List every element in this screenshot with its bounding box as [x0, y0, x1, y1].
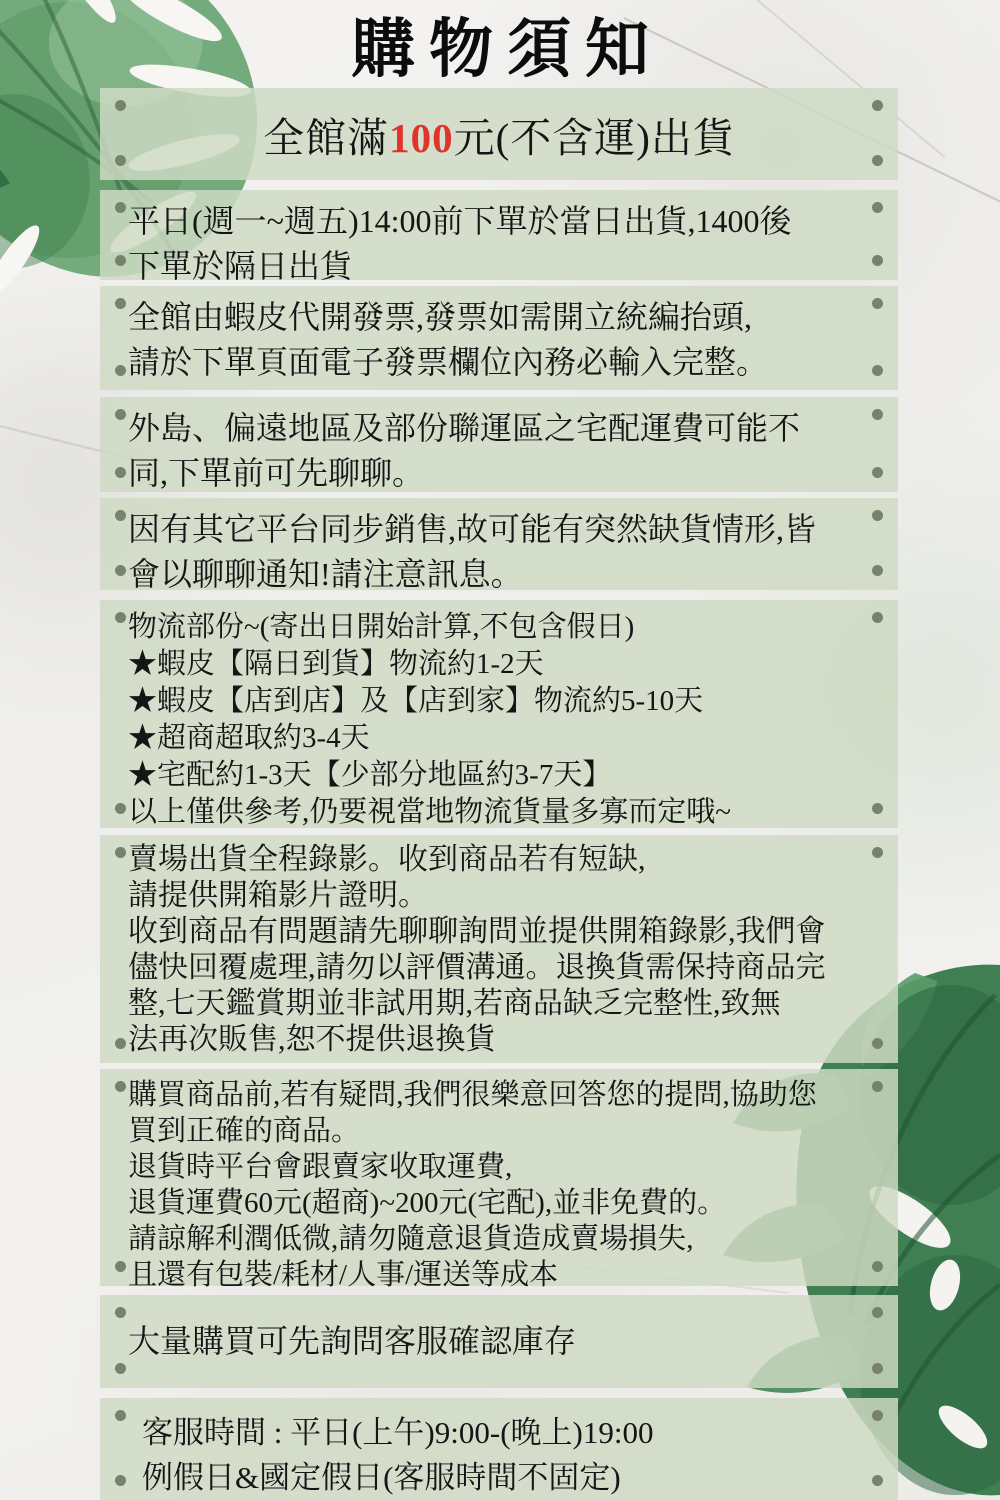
notice-line: ★蝦皮【店到店】及【店到家】物流約5-10天 [128, 685, 704, 717]
notice-box-invoice [100, 286, 898, 390]
notice-line: 同,下單前可先聊聊。 [128, 455, 425, 491]
notice-box-refund-fee [100, 1069, 898, 1291]
notice-line: 會以聊聊通知!請注意訊息。 [128, 556, 523, 592]
notice-line: 大量購買可先詢問客服確認庫存 [128, 1323, 577, 1359]
notice-box-service-hours [100, 1398, 898, 1500]
notice-box-shipping-time [100, 190, 898, 284]
notice-line: 請諒解利潤低微,請勿隨意退貨造成賣場損失, [128, 1223, 694, 1255]
notice-line: 整,七天鑑賞期並非試用期,若商品缺乏完整性,致無 [128, 987, 781, 1020]
notice-box-banner [100, 88, 898, 180]
notice-line: 物流部份~(寄出日開始計算,不包含假日) [128, 611, 635, 643]
notice-line: 請提供開箱影片證明。 [128, 879, 428, 912]
banner-amount: 100 [389, 114, 454, 161]
notice-line: 且還有包裝/耗材/人事/運送等成本 [128, 1259, 559, 1291]
free-shipping-threshold [263, 105, 735, 164]
notice-line: 以上僅供參考,仍要視當地物流貨量多寡而定哦~ [128, 796, 731, 828]
banner-prefix: 全館滿 [263, 114, 390, 161]
notice-box-remote-area [100, 397, 898, 492]
notice-box-recording-returns [100, 835, 898, 1063]
notice-line: 退貨運費60元(超商)~200元(宅配),並非免費的。 [128, 1187, 727, 1219]
notice-line: 下單於隔日出貨 [128, 248, 353, 284]
notice-line: ★超商超取約3-4天 [128, 722, 370, 754]
notice-box-sync-stock [100, 498, 898, 590]
page-title: 購物須知 [351, 13, 663, 85]
notice-line: 因有其它平台同步銷售,故可能有突然缺貨情形,皆 [128, 511, 817, 547]
notice-line: 賣場出貨全程錄影。收到商品若有短缺, [128, 843, 646, 876]
notice-box-logistics [100, 600, 898, 828]
notice-line: 買到正確的商品。 [128, 1115, 361, 1147]
notice-line: 購買商品前,若有疑問,我們很樂意回答您的提問,協助您 [128, 1079, 817, 1111]
notice-line: 平日(週一~週五)14:00前下單於當日出貨,1400後 [128, 203, 792, 239]
notice-line: ★宅配約1-3天【少部分地區約3-7天】 [128, 759, 612, 791]
notice-line: 收到商品有問題請先聊聊詢問並提供開箱錄影,我們會 [128, 915, 826, 948]
notice-line: 儘快回覆處理,請勿以評價溝通。退換貨需保持商品完 [128, 951, 826, 984]
notice-line: 例假日&國定假日(客服時間不固定) [142, 1460, 621, 1495]
notice-line: 外島、偏遠地區及部份聯運區之宅配運費可能不 [128, 410, 801, 446]
banner-suffix: 元(不含運)出貨 [453, 114, 735, 161]
notice-box-bulk-purchase [100, 1295, 898, 1388]
notice-line: 客服時間 : 平日(上午)9:00-(晚上)19:00 [142, 1415, 654, 1450]
notice-line: 全館由蝦皮代開發票,發票如需開立統編抬頭, [128, 299, 753, 335]
notice-line: 請於下單頁面電子發票欄位內務必輸入完整。 [128, 344, 769, 380]
notice-line: 法再次販售,恕不提供退換貨 [128, 1023, 496, 1056]
notice-line: ★蝦皮【隔日到貨】物流約1-2天 [128, 648, 544, 680]
notice-line: 退貨時平台會跟賣家收取運費, [128, 1151, 513, 1183]
